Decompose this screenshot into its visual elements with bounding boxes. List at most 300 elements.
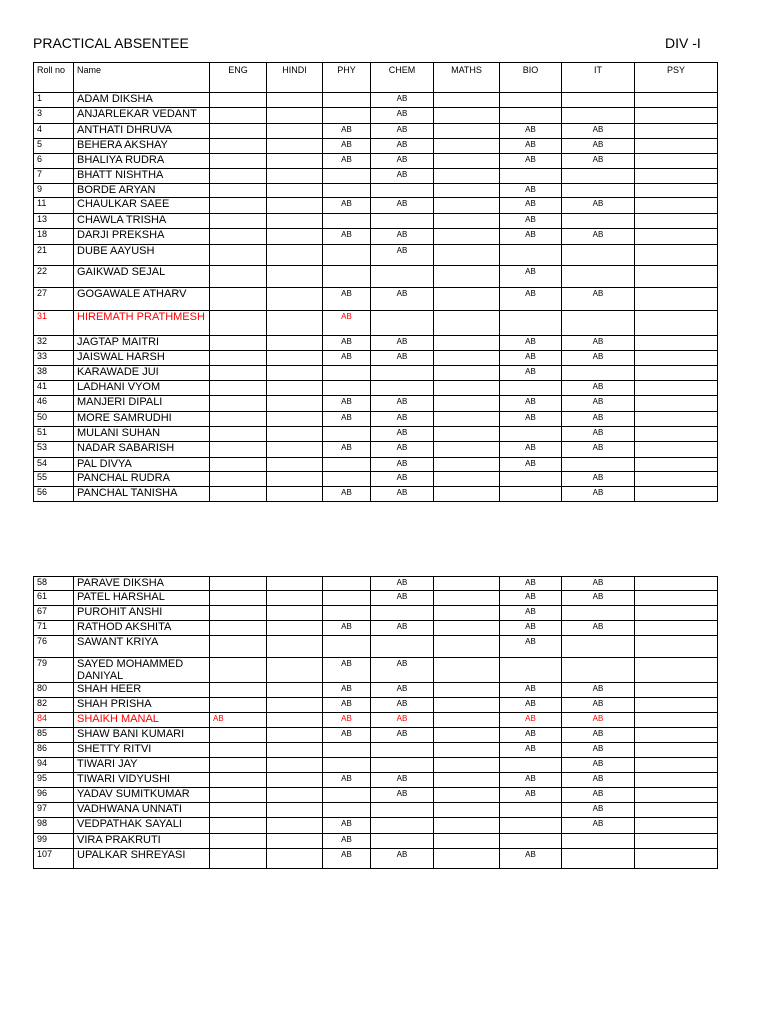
absence-mark-cell: AB <box>371 487 434 502</box>
absence-mark-cell <box>323 169 371 184</box>
absence-mark-cell <box>635 154 718 169</box>
absence-mark-cell: AB <box>371 288 434 311</box>
absence-mark-cell <box>267 93 323 108</box>
roll-number-cell: 3 <box>34 108 74 124</box>
student-name-cell: MANJERI DIPALI <box>74 396 210 412</box>
roll-number-cell: 31 <box>34 311 74 336</box>
absence-mark-cell <box>371 381 434 396</box>
absence-mark-cell <box>371 803 434 818</box>
absence-mark-cell <box>434 713 500 728</box>
absence-mark-cell <box>323 803 371 818</box>
absence-mark-cell: AB <box>323 311 371 336</box>
absence-mark-cell <box>434 427 500 442</box>
student-name-cell: VEDPATHAK SAYALI <box>74 818 210 834</box>
absence-mark-cell <box>635 743 718 758</box>
absence-mark-cell <box>210 288 267 311</box>
absence-mark-cell <box>323 108 371 124</box>
table-row <box>34 184 718 198</box>
roll-number-cell: 76 <box>34 636 74 658</box>
absence-mark-cell <box>635 788 718 803</box>
absence-mark-cell: AB <box>371 412 434 427</box>
student-name-cell: NADAR SABARISH <box>74 442 210 458</box>
student-name-cell: PARAVE DIKSHA <box>74 577 210 591</box>
absence-mark-cell <box>434 396 500 412</box>
absence-mark-cell: AB <box>500 683 562 698</box>
table-row <box>34 427 718 442</box>
absence-mark-cell <box>635 311 718 336</box>
absence-mark-cell <box>323 427 371 442</box>
student-name-cell: VADHWANA UNNATI <box>74 803 210 818</box>
absence-mark-cell <box>562 311 635 336</box>
roll-number-cell: 55 <box>34 472 74 487</box>
student-name-cell: ANJARLEKAR VEDANT <box>74 108 210 124</box>
table-row <box>34 139 718 154</box>
absence-mark-cell <box>267 381 323 396</box>
absence-mark-cell: AB <box>500 154 562 169</box>
absence-mark-cell <box>635 621 718 636</box>
absence-mark-cell <box>434 169 500 184</box>
absence-mark-cell: AB <box>562 427 635 442</box>
table-row <box>34 636 718 658</box>
table-row <box>34 606 718 621</box>
absence-mark-cell <box>210 198 267 214</box>
absence-mark-cell <box>210 849 267 869</box>
absence-mark-cell: AB <box>500 713 562 728</box>
absence-mark-cell <box>635 487 718 502</box>
division-label: DIV -I <box>665 35 701 51</box>
absence-mark-cell <box>371 834 434 849</box>
absence-mark-cell <box>323 214 371 229</box>
absence-mark-cell: AB <box>562 758 635 773</box>
table-row <box>34 412 718 427</box>
absence-mark-cell <box>635 683 718 698</box>
absence-mark-cell <box>210 636 267 658</box>
absence-mark-cell <box>210 184 267 198</box>
roll-number-cell: 71 <box>34 621 74 636</box>
roll-number-cell: 51 <box>34 427 74 442</box>
student-name-cell: TIWARI JAY <box>74 758 210 773</box>
absence-mark-cell <box>635 139 718 154</box>
absence-mark-cell: AB <box>562 788 635 803</box>
student-name-cell: SHAH HEER <box>74 683 210 698</box>
absence-mark-cell <box>562 636 635 658</box>
absence-mark-cell <box>267 849 323 869</box>
absence-mark-cell <box>635 245 718 266</box>
absence-mark-cell <box>635 266 718 288</box>
absence-mark-cell <box>267 336 323 351</box>
absence-mark-cell: AB <box>371 577 434 591</box>
roll-number-cell: 99 <box>34 834 74 849</box>
student-name-cell: PANCHAL TANISHA <box>74 487 210 502</box>
absence-mark-cell: AB <box>500 788 562 803</box>
absence-mark-cell <box>267 154 323 169</box>
absence-mark-cell: AB <box>371 621 434 636</box>
table-row <box>34 198 718 214</box>
roll-number-cell: 11 <box>34 198 74 214</box>
table-row <box>34 621 718 636</box>
absence-mark-cell <box>434 621 500 636</box>
absence-mark-cell <box>635 93 718 108</box>
student-name-cell: JAISWAL HARSH <box>74 351 210 366</box>
roll-number-cell: 38 <box>34 366 74 381</box>
absence-mark-cell <box>210 487 267 502</box>
table-row <box>34 169 718 184</box>
absence-mark-cell: AB <box>562 803 635 818</box>
absence-mark-cell <box>267 198 323 214</box>
absence-mark-cell <box>635 849 718 869</box>
absence-mark-cell: AB <box>500 351 562 366</box>
table-row <box>34 93 718 108</box>
absence-mark-cell <box>562 366 635 381</box>
absence-mark-cell <box>267 606 323 621</box>
absence-mark-cell <box>267 743 323 758</box>
absence-mark-cell <box>434 788 500 803</box>
absence-mark-cell <box>210 396 267 412</box>
absence-mark-cell: AB <box>562 472 635 487</box>
absence-mark-cell: AB <box>500 266 562 288</box>
absence-mark-cell <box>323 788 371 803</box>
absence-mark-cell <box>434 214 500 229</box>
absence-mark-cell: AB <box>323 351 371 366</box>
table-row <box>34 396 718 412</box>
absence-mark-cell: AB <box>371 658 434 683</box>
absence-mark-cell: AB <box>562 728 635 743</box>
absence-mark-cell: AB <box>500 198 562 214</box>
roll-number-cell: 85 <box>34 728 74 743</box>
absentee-table-1 <box>33 62 718 502</box>
absence-mark-cell <box>434 591 500 606</box>
roll-number-cell: 82 <box>34 698 74 713</box>
roll-number-cell: 97 <box>34 803 74 818</box>
absence-mark-cell <box>210 458 267 472</box>
table-row <box>34 288 718 311</box>
absence-mark-cell <box>635 591 718 606</box>
absence-mark-cell <box>267 427 323 442</box>
absence-mark-cell <box>267 803 323 818</box>
absence-mark-cell <box>635 351 718 366</box>
absence-mark-cell <box>267 311 323 336</box>
absence-mark-cell <box>434 698 500 713</box>
absence-mark-cell: AB <box>371 591 434 606</box>
absence-mark-cell <box>267 229 323 245</box>
table-row <box>34 818 718 834</box>
student-name-cell: HIREMATH PRATHMESH <box>74 311 210 336</box>
absence-mark-cell <box>434 311 500 336</box>
student-name-cell: TIWARI VIDYUSHI <box>74 773 210 788</box>
absence-mark-cell <box>267 698 323 713</box>
absence-mark-cell <box>635 834 718 849</box>
absence-mark-cell <box>500 834 562 849</box>
absence-mark-cell <box>210 169 267 184</box>
absence-mark-cell: AB <box>500 698 562 713</box>
absence-mark-cell <box>434 266 500 288</box>
absence-mark-cell <box>562 214 635 229</box>
absence-mark-cell <box>562 606 635 621</box>
student-name-cell: PANCHAL RUDRA <box>74 472 210 487</box>
absence-mark-cell <box>434 849 500 869</box>
absence-mark-cell: AB <box>371 93 434 108</box>
roll-number-cell: 5 <box>34 139 74 154</box>
student-name-cell: SAWANT KRIYA <box>74 636 210 658</box>
absence-mark-cell <box>267 412 323 427</box>
absence-mark-cell: AB <box>562 154 635 169</box>
student-name-cell: ANTHATI DHRUVA <box>74 124 210 139</box>
absence-mark-cell: AB <box>500 621 562 636</box>
absence-mark-cell <box>500 472 562 487</box>
absence-mark-cell: AB <box>323 154 371 169</box>
table-header-row <box>34 63 718 93</box>
absence-mark-cell: AB <box>371 108 434 124</box>
absence-mark-cell <box>210 773 267 788</box>
absence-mark-cell <box>210 698 267 713</box>
absence-mark-cell <box>635 472 718 487</box>
absence-mark-cell: AB <box>323 849 371 869</box>
absence-mark-cell <box>267 458 323 472</box>
student-name-cell: MORE SAMRUDHI <box>74 412 210 427</box>
absence-mark-cell <box>434 743 500 758</box>
absence-mark-cell: AB <box>323 683 371 698</box>
absence-mark-cell <box>635 606 718 621</box>
absence-mark-cell: AB <box>500 728 562 743</box>
absence-mark-cell <box>434 139 500 154</box>
absence-mark-cell <box>267 124 323 139</box>
roll-number-cell: 107 <box>34 849 74 869</box>
table-row <box>34 728 718 743</box>
roll-number-cell: 84 <box>34 713 74 728</box>
absence-mark-cell <box>635 818 718 834</box>
absence-mark-cell <box>635 713 718 728</box>
absence-mark-cell <box>210 93 267 108</box>
absence-mark-cell <box>267 288 323 311</box>
absence-mark-cell <box>267 487 323 502</box>
absence-mark-cell: AB <box>562 773 635 788</box>
absence-mark-cell: AB <box>371 458 434 472</box>
table-row <box>34 351 718 366</box>
roll-number-cell: 22 <box>34 266 74 288</box>
absence-mark-cell <box>267 108 323 124</box>
absence-mark-cell <box>635 198 718 214</box>
student-name-cell: SHETTY RITVI <box>74 743 210 758</box>
table-row <box>34 658 718 683</box>
absence-mark-cell <box>371 214 434 229</box>
absence-mark-cell <box>267 472 323 487</box>
roll-number-cell: 79 <box>34 658 74 683</box>
absence-mark-cell <box>434 245 500 266</box>
absence-mark-cell: AB <box>562 591 635 606</box>
absence-mark-cell: AB <box>323 834 371 849</box>
absence-mark-cell: AB <box>323 713 371 728</box>
absence-mark-cell <box>210 351 267 366</box>
absence-mark-cell <box>500 658 562 683</box>
absence-mark-cell <box>500 487 562 502</box>
absence-mark-cell <box>210 336 267 351</box>
absence-mark-cell: AB <box>371 351 434 366</box>
table-row <box>34 713 718 728</box>
absence-mark-cell: AB <box>323 773 371 788</box>
absence-mark-cell <box>210 683 267 698</box>
student-name-cell: SHAH PRISHA <box>74 698 210 713</box>
col-header-roll: Roll no <box>34 63 74 93</box>
absence-mark-cell <box>210 229 267 245</box>
absence-mark-cell <box>434 351 500 366</box>
roll-number-cell: 67 <box>34 606 74 621</box>
absence-mark-cell <box>635 698 718 713</box>
absence-mark-cell <box>635 214 718 229</box>
absence-mark-cell: AB <box>371 788 434 803</box>
absence-mark-cell <box>210 412 267 427</box>
absence-mark-cell: AB <box>562 818 635 834</box>
absence-mark-cell: AB <box>371 336 434 351</box>
absence-mark-cell <box>210 154 267 169</box>
absence-mark-cell <box>635 336 718 351</box>
absence-mark-cell <box>210 803 267 818</box>
absence-mark-cell <box>434 184 500 198</box>
table-row <box>34 743 718 758</box>
absence-mark-cell <box>267 366 323 381</box>
col-header-psy: PSY <box>635 63 718 93</box>
absence-mark-cell: AB <box>323 728 371 743</box>
student-name-cell: RATHOD AKSHITA <box>74 621 210 636</box>
table-row <box>34 487 718 502</box>
absence-mark-cell <box>635 396 718 412</box>
table-body-1 <box>34 93 718 502</box>
roll-number-cell: 50 <box>34 412 74 427</box>
table-row <box>34 311 718 336</box>
absence-mark-cell: AB <box>500 591 562 606</box>
absence-mark-cell <box>267 758 323 773</box>
absence-mark-cell <box>434 658 500 683</box>
absence-mark-cell <box>635 577 718 591</box>
table-row <box>34 366 718 381</box>
table-row <box>34 154 718 169</box>
absence-mark-cell <box>210 139 267 154</box>
absence-mark-cell: AB <box>500 124 562 139</box>
table-row <box>34 458 718 472</box>
table-row <box>34 683 718 698</box>
absence-mark-cell: AB <box>323 412 371 427</box>
absence-mark-cell <box>434 773 500 788</box>
absence-mark-cell: AB <box>562 412 635 427</box>
absence-mark-cell <box>434 487 500 502</box>
absence-mark-cell: AB <box>323 229 371 245</box>
absence-mark-cell <box>210 621 267 636</box>
absence-mark-cell <box>371 266 434 288</box>
absence-mark-cell <box>210 124 267 139</box>
absence-mark-cell <box>434 412 500 427</box>
roll-number-cell: 98 <box>34 818 74 834</box>
absence-mark-cell <box>434 606 500 621</box>
absence-mark-cell <box>267 139 323 154</box>
table-row <box>34 591 718 606</box>
absence-mark-cell: AB <box>562 683 635 698</box>
absence-mark-cell: AB <box>562 124 635 139</box>
absence-mark-cell: AB <box>323 658 371 683</box>
absence-mark-cell: AB <box>562 698 635 713</box>
absence-mark-cell: AB <box>500 606 562 621</box>
absence-mark-cell <box>371 818 434 834</box>
absence-mark-cell <box>267 788 323 803</box>
absence-mark-cell <box>562 658 635 683</box>
absence-mark-cell: AB <box>323 124 371 139</box>
absence-mark-cell <box>210 472 267 487</box>
absence-mark-cell: AB <box>500 412 562 427</box>
roll-number-cell: 58 <box>34 577 74 591</box>
table-row <box>34 442 718 458</box>
absence-mark-cell <box>434 154 500 169</box>
roll-number-cell: 9 <box>34 184 74 198</box>
absence-mark-cell: AB <box>562 577 635 591</box>
absence-mark-cell <box>267 713 323 728</box>
absence-mark-cell <box>434 728 500 743</box>
absence-mark-cell <box>267 266 323 288</box>
absence-mark-cell <box>210 658 267 683</box>
absence-mark-cell <box>635 773 718 788</box>
absence-mark-cell <box>434 366 500 381</box>
table-row <box>34 803 718 818</box>
student-name-cell: CHAULKAR SAEE <box>74 198 210 214</box>
absence-mark-cell: AB <box>500 214 562 229</box>
absence-mark-cell: AB <box>562 351 635 366</box>
student-name-cell: MULANI SUHAN <box>74 427 210 442</box>
absence-mark-cell <box>500 311 562 336</box>
roll-number-cell: 53 <box>34 442 74 458</box>
absence-mark-cell: AB <box>562 621 635 636</box>
absence-mark-cell <box>210 591 267 606</box>
absence-mark-cell <box>434 472 500 487</box>
roll-number-cell: 33 <box>34 351 74 366</box>
absence-mark-cell: AB <box>371 139 434 154</box>
absence-mark-cell: AB <box>371 698 434 713</box>
absence-mark-cell <box>323 266 371 288</box>
absence-mark-cell <box>635 658 718 683</box>
absence-mark-cell: AB <box>371 427 434 442</box>
col-header-hindi: HINDI <box>267 63 323 93</box>
absence-mark-cell <box>635 108 718 124</box>
absence-mark-cell <box>500 93 562 108</box>
absence-mark-cell <box>323 381 371 396</box>
roll-number-cell: 6 <box>34 154 74 169</box>
absence-mark-cell: AB <box>562 381 635 396</box>
absence-mark-cell <box>500 803 562 818</box>
absence-mark-cell <box>562 849 635 869</box>
absence-mark-cell <box>323 591 371 606</box>
table-row <box>34 834 718 849</box>
absence-mark-cell <box>210 266 267 288</box>
table-row <box>34 108 718 124</box>
student-name-cell: SAYED MOHAMMED DANIYAL <box>74 658 210 683</box>
absence-mark-cell: AB <box>500 336 562 351</box>
roll-number-cell: 56 <box>34 487 74 502</box>
absence-mark-cell: AB <box>500 636 562 658</box>
col-header-it: IT <box>562 63 635 93</box>
absence-mark-cell <box>267 169 323 184</box>
table-body-2 <box>34 577 718 869</box>
absence-mark-cell <box>267 245 323 266</box>
absence-mark-cell: AB <box>323 396 371 412</box>
absence-mark-cell <box>635 366 718 381</box>
absence-mark-cell: AB <box>371 245 434 266</box>
absence-mark-cell <box>635 288 718 311</box>
absence-mark-cell <box>434 108 500 124</box>
absence-mark-cell: AB <box>323 198 371 214</box>
absence-mark-cell <box>323 245 371 266</box>
absence-mark-cell: AB <box>371 849 434 869</box>
absence-mark-cell: AB <box>371 396 434 412</box>
roll-number-cell: 41 <box>34 381 74 396</box>
absence-mark-cell: AB <box>371 472 434 487</box>
absence-mark-cell <box>210 788 267 803</box>
col-header-maths: MATHS <box>434 63 500 93</box>
